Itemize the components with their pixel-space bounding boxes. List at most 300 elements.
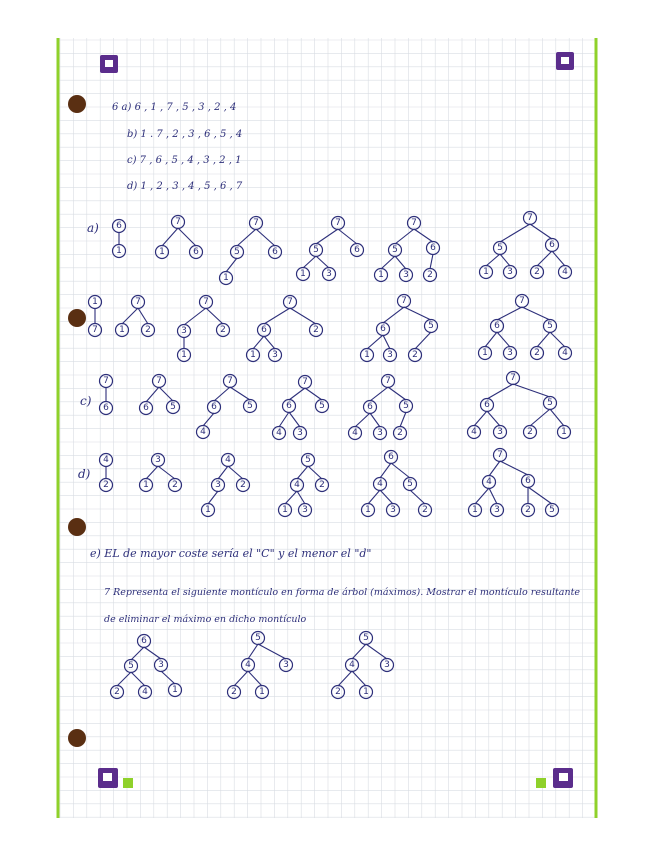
svg-text:3: 3: [181, 326, 187, 336]
svg-text:3: 3: [384, 660, 390, 670]
heap-tree: [361, 295, 438, 362]
tree-node: [480, 266, 493, 279]
tree-node: [299, 504, 312, 517]
tree-node: [546, 504, 559, 517]
tree-edge: [258, 644, 286, 659]
tree-node: [400, 269, 413, 282]
svg-text:7: 7: [287, 297, 293, 307]
heap-tree: [89, 296, 102, 337]
ex6-line-b: b) 1 . 7 , 2 , 3 , 6 , 5 , 4: [127, 129, 243, 140]
svg-text:2: 2: [313, 325, 319, 335]
svg-text:1: 1: [482, 348, 488, 358]
tree-node: [346, 659, 359, 672]
tree-node: [400, 400, 413, 413]
tree-node: [504, 347, 517, 360]
svg-text:6: 6: [211, 402, 217, 412]
tree-edge: [144, 647, 161, 659]
svg-text:7: 7: [135, 297, 141, 307]
punch-hole: [68, 95, 86, 113]
svg-text:5: 5: [363, 633, 369, 643]
tree-node: [280, 659, 293, 672]
svg-text:3: 3: [302, 505, 308, 515]
svg-text:4: 4: [225, 455, 231, 465]
tree-edge: [530, 409, 550, 426]
tree-node: [408, 217, 421, 230]
tree-node: [427, 242, 440, 255]
svg-text:7: 7: [175, 217, 181, 227]
tree-edge: [550, 332, 565, 347]
tree-node: [155, 659, 168, 672]
svg-text:1: 1: [181, 350, 187, 360]
svg-text:5: 5: [255, 633, 261, 643]
label-d: d): [78, 467, 91, 481]
tree-node: [284, 296, 297, 309]
svg-text:7: 7: [527, 213, 533, 223]
tree-node: [491, 320, 504, 333]
tree-node: [316, 400, 329, 413]
tree-edge: [131, 672, 145, 686]
tree-edge: [226, 258, 237, 272]
svg-text:1: 1: [172, 685, 178, 695]
tree-node: [190, 246, 203, 259]
tree-edge: [303, 256, 316, 268]
svg-text:3: 3: [507, 267, 513, 277]
tree-edge: [404, 307, 431, 320]
svg-text:2: 2: [335, 687, 341, 697]
tree-edge: [485, 332, 497, 347]
tree-node: [231, 246, 244, 259]
tree-edge: [486, 254, 500, 266]
tree-node: [544, 397, 557, 410]
tree-edge: [380, 490, 393, 504]
svg-text:5: 5: [403, 401, 409, 411]
tree-edge: [214, 387, 230, 401]
tree-edge: [289, 412, 300, 427]
tree-node: [531, 347, 544, 360]
svg-text:1: 1: [119, 325, 125, 335]
heap-tree: [116, 296, 155, 337]
ex6-line-c: c) 7 , 6 , 5 , 4 , 3 , 2 , 1: [127, 155, 242, 166]
tree-node: [360, 632, 373, 645]
svg-text:2: 2: [145, 325, 151, 335]
heap-tree: [202, 454, 250, 517]
tree-edge: [117, 672, 131, 686]
heap-tree: [228, 632, 293, 699]
tree-edge: [264, 336, 275, 349]
svg-text:3: 3: [390, 505, 396, 515]
tree-edge: [487, 384, 513, 399]
tree-edge: [234, 671, 248, 686]
tree-node: [419, 504, 432, 517]
svg-text:3: 3: [283, 660, 289, 670]
tree-edge: [475, 488, 489, 504]
tree-node: [116, 324, 129, 337]
tree-node: [558, 426, 571, 439]
tree-edge: [308, 466, 322, 479]
tree-node: [494, 449, 507, 462]
tree-edge: [513, 384, 550, 397]
tree-edge: [395, 256, 406, 269]
tree-node: [178, 349, 191, 362]
svg-text:2: 2: [397, 428, 403, 438]
tree-edge: [316, 229, 338, 244]
svg-text:7: 7: [227, 376, 233, 386]
svg-text:1: 1: [472, 505, 478, 515]
svg-text:1: 1: [92, 297, 98, 307]
corner-logo-top-right: [556, 52, 574, 70]
svg-text:5: 5: [547, 398, 553, 408]
tree-edge: [430, 254, 433, 269]
tree-edge: [414, 229, 433, 242]
heap-tree: [140, 375, 180, 415]
corner-logo-top-left: [100, 55, 118, 73]
svg-text:5: 5: [234, 247, 240, 257]
tree-edge: [537, 251, 552, 266]
tree-node: [546, 239, 559, 252]
svg-text:7: 7: [411, 218, 417, 228]
tree-node: [113, 245, 126, 258]
svg-text:3: 3: [497, 427, 503, 437]
tree-node: [507, 372, 520, 385]
tree-node: [375, 269, 388, 282]
tree-edge: [366, 644, 387, 659]
tree-node: [258, 324, 271, 337]
svg-text:5: 5: [128, 661, 134, 671]
tree-edge: [500, 254, 510, 266]
tree-edge: [289, 388, 305, 400]
svg-text:6: 6: [143, 403, 149, 413]
tree-node: [531, 266, 544, 279]
tree-node: [323, 268, 336, 281]
tree-node: [269, 349, 282, 362]
tree-node: [524, 212, 537, 225]
tree-node: [469, 504, 482, 517]
svg-text:7: 7: [510, 373, 516, 383]
tree-node: [310, 244, 323, 257]
svg-text:6: 6: [367, 402, 373, 412]
svg-text:5: 5: [305, 455, 311, 465]
tree-node: [111, 686, 124, 699]
heap-trees: [89, 212, 572, 699]
tree-node: [200, 296, 213, 309]
svg-text:2: 2: [527, 427, 533, 437]
tree-node: [169, 684, 182, 697]
tree-node: [283, 400, 296, 413]
tree-node: [256, 686, 269, 699]
svg-text:6: 6: [494, 321, 500, 331]
tree-node: [222, 454, 235, 467]
svg-text:4: 4: [142, 687, 148, 697]
svg-text:6: 6: [261, 325, 267, 335]
tree-edge: [388, 387, 406, 400]
svg-text:6: 6: [116, 221, 122, 231]
svg-text:3: 3: [155, 455, 161, 465]
tree-node: [504, 266, 517, 279]
tree-edge: [352, 671, 366, 686]
svg-text:7: 7: [156, 376, 162, 386]
tree-edge: [253, 336, 264, 349]
tree-node: [250, 217, 263, 230]
svg-text:3: 3: [387, 350, 393, 360]
tree-edge: [237, 229, 256, 246]
tree-node: [152, 454, 165, 467]
svg-text:7: 7: [519, 296, 525, 306]
heap-tree: [332, 632, 394, 699]
ex6-line-a: 6 a) 6 , 1 , 7 , 5 , 3 , 2 , 4: [112, 102, 237, 113]
svg-text:1: 1: [116, 246, 122, 256]
svg-text:5: 5: [319, 401, 325, 411]
tree-node: [389, 244, 402, 257]
tree-edge: [500, 224, 530, 242]
tree-node: [481, 399, 494, 412]
svg-text:4: 4: [486, 477, 492, 487]
svg-text:5: 5: [170, 402, 176, 412]
answer-e: e) EL de mayor coste sería el "C" y el menor el "d": [90, 547, 372, 560]
svg-text:7: 7: [335, 218, 341, 228]
tree-node: [516, 295, 529, 308]
svg-text:6: 6: [388, 452, 394, 462]
svg-text:6: 6: [430, 243, 436, 253]
tree-node: [252, 632, 265, 645]
svg-text:7: 7: [103, 376, 109, 386]
tree-node: [169, 479, 182, 492]
tree-node: [382, 375, 395, 388]
svg-text:3: 3: [297, 428, 303, 438]
svg-text:1: 1: [378, 270, 384, 280]
svg-text:7: 7: [302, 377, 308, 387]
ex7-line-1: 7 Representa el siguiente montículo en forma de árbol (máximos). Mostrar el montículo resultante: [104, 587, 581, 598]
tree-edge: [537, 332, 550, 347]
tree-node: [100, 479, 113, 492]
svg-text:2: 2: [422, 505, 428, 515]
svg-text:3: 3: [507, 348, 513, 358]
tree-node: [100, 454, 113, 467]
tree-edge: [256, 229, 275, 246]
svg-text:1: 1: [561, 427, 567, 437]
svg-text:5: 5: [549, 505, 555, 515]
tree-edge: [391, 463, 410, 478]
svg-text:2: 2: [427, 270, 433, 280]
tree-node: [332, 217, 345, 230]
svg-text:2: 2: [103, 480, 109, 490]
label-c: c): [80, 394, 92, 408]
svg-text:4: 4: [471, 427, 477, 437]
tree-node: [138, 635, 151, 648]
tree-node: [125, 660, 138, 673]
svg-text:6: 6: [272, 247, 278, 257]
tree-node: [524, 426, 537, 439]
tree-edge: [497, 332, 510, 347]
tree-edge: [228, 466, 243, 479]
tree-node: [310, 324, 323, 337]
tree-node: [208, 401, 221, 414]
tree-node: [167, 401, 180, 414]
tree-node: [142, 324, 155, 337]
tree-edge: [248, 644, 258, 659]
tree-node: [294, 427, 307, 440]
svg-text:4: 4: [562, 267, 568, 277]
tree-node: [559, 347, 572, 360]
svg-text:2: 2: [534, 348, 540, 358]
svg-text:7: 7: [253, 218, 259, 228]
heap-tree: [140, 454, 182, 492]
tree-edge: [297, 466, 308, 479]
tree-edge: [218, 466, 228, 479]
heap-tree: [362, 451, 432, 517]
tree-edge: [352, 644, 366, 659]
tree-edge: [158, 466, 175, 479]
tree-node: [153, 375, 166, 388]
tree-edge: [410, 490, 425, 504]
tree-node: [381, 659, 394, 672]
tree-edge: [500, 461, 528, 475]
heap-tree: [100, 375, 113, 415]
tree-node: [202, 504, 215, 517]
tree-node: [279, 504, 292, 517]
svg-text:4: 4: [562, 348, 568, 358]
tree-node: [269, 246, 282, 259]
svg-text:3: 3: [158, 660, 164, 670]
tree-node: [468, 426, 481, 439]
svg-text:4: 4: [103, 455, 109, 465]
svg-text:7: 7: [92, 325, 98, 335]
svg-text:2: 2: [525, 505, 531, 515]
svg-text:6: 6: [103, 403, 109, 413]
tree-node: [360, 686, 373, 699]
punch-hole: [68, 729, 86, 747]
svg-text:5: 5: [313, 245, 319, 255]
tree-edge: [338, 229, 357, 244]
svg-text:2: 2: [172, 480, 178, 490]
tree-node: [113, 220, 126, 233]
svg-text:6: 6: [484, 400, 490, 410]
svg-text:6: 6: [549, 240, 555, 250]
tree-edge: [285, 491, 297, 504]
svg-text:1: 1: [364, 350, 370, 360]
tree-node: [362, 504, 375, 517]
tree-node: [224, 375, 237, 388]
tree-node: [140, 402, 153, 415]
tree-edge: [248, 671, 262, 686]
tree-node: [425, 320, 438, 333]
tree-node: [374, 478, 387, 491]
tree-node: [100, 375, 113, 388]
svg-text:2: 2: [114, 687, 120, 697]
tree-edge: [383, 307, 404, 323]
tree-edge: [161, 671, 175, 684]
tree-node: [316, 479, 329, 492]
svg-text:7: 7: [385, 376, 391, 386]
tree-node: [351, 244, 364, 257]
svg-text:4: 4: [276, 428, 282, 438]
tree-edge: [381, 256, 395, 269]
svg-text:1: 1: [300, 269, 306, 279]
tree-edge: [370, 387, 388, 401]
svg-text:5: 5: [547, 321, 553, 331]
svg-text:3: 3: [377, 428, 383, 438]
ex6-line-d: d) 1 , 2 , 3 , 4 , 5 , 6 , 7: [127, 181, 243, 192]
tree-edge: [383, 335, 390, 349]
label-a: a): [87, 221, 99, 235]
svg-text:2: 2: [412, 350, 418, 360]
svg-text:6: 6: [141, 636, 147, 646]
tree-node: [479, 347, 492, 360]
svg-text:4: 4: [377, 479, 383, 489]
tree-edge: [162, 228, 178, 246]
tree-edge: [305, 388, 322, 400]
punch-hole: [68, 309, 86, 327]
svg-text:3: 3: [272, 350, 278, 360]
heap-tree: [480, 212, 572, 279]
tree-node: [522, 504, 535, 517]
tree-edge: [550, 409, 564, 426]
tree-node: [387, 504, 400, 517]
tree-edge: [338, 671, 352, 686]
tree-edge: [522, 307, 550, 320]
tree-node: [220, 272, 233, 285]
tree-edge: [552, 251, 565, 266]
punch-hole: [68, 518, 86, 536]
tree-edge: [489, 488, 497, 504]
svg-text:1: 1: [223, 273, 229, 283]
tree-node: [212, 479, 225, 492]
heap-tree: [349, 375, 413, 440]
tree-node: [178, 325, 191, 338]
svg-text:6: 6: [525, 476, 531, 486]
svg-text:1: 1: [259, 687, 265, 697]
svg-text:6: 6: [286, 401, 292, 411]
svg-text:6: 6: [354, 245, 360, 255]
tree-node: [544, 320, 557, 333]
tree-node: [140, 479, 153, 492]
heap-tree: [279, 454, 329, 517]
tree-node: [89, 296, 102, 309]
tree-node: [302, 454, 315, 467]
svg-text:7: 7: [203, 297, 209, 307]
tree-edge: [530, 224, 552, 239]
tree-edge: [367, 335, 383, 349]
tree-node: [89, 324, 102, 337]
svg-text:7: 7: [401, 296, 407, 306]
svg-text:1: 1: [159, 247, 165, 257]
tree-edge: [230, 387, 250, 400]
svg-text:5: 5: [392, 245, 398, 255]
tree-node: [228, 686, 241, 699]
tree-node: [424, 269, 437, 282]
tree-node: [244, 400, 257, 413]
tree-edge: [400, 412, 406, 427]
heap-tree: [375, 217, 440, 282]
svg-text:5: 5: [497, 243, 503, 253]
svg-text:4: 4: [200, 427, 206, 437]
tree-edge: [131, 647, 144, 660]
svg-text:5: 5: [428, 321, 434, 331]
svg-text:4: 4: [349, 660, 355, 670]
tree-edge: [146, 466, 158, 479]
heap-tree: [220, 217, 282, 285]
corner-logo-bottom-left: [98, 768, 133, 788]
tree-node: [299, 376, 312, 389]
svg-text:1: 1: [363, 687, 369, 697]
svg-text:5: 5: [407, 479, 413, 489]
tree-node: [100, 402, 113, 415]
tree-edge: [208, 491, 218, 504]
svg-text:4: 4: [352, 428, 358, 438]
svg-text:1: 1: [143, 480, 149, 490]
tree-edge: [184, 308, 206, 325]
heap-tree: [178, 296, 230, 362]
heap-tree: [111, 635, 182, 699]
